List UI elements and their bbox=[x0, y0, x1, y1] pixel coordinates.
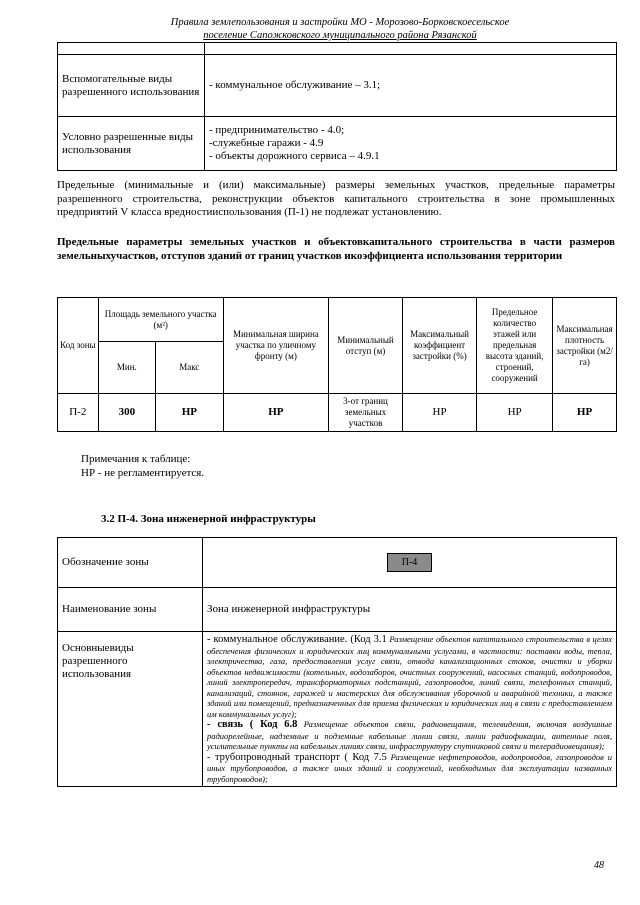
zone-designation-cell bbox=[203, 538, 617, 588]
row-floors: НР bbox=[477, 394, 553, 432]
conditional-usage-label: Условно разрешенные виды использования bbox=[58, 117, 205, 171]
page-number: 48 bbox=[594, 860, 604, 871]
usage-item bbox=[207, 634, 612, 719]
limit-parameters-table bbox=[57, 297, 617, 432]
row-area-max: НР bbox=[155, 394, 223, 432]
usage-head: - коммунальное обслуживание. (Код 3.1 bbox=[207, 634, 387, 645]
usage-types-table bbox=[57, 42, 617, 171]
row-min-width: НР bbox=[223, 394, 328, 432]
header-area-max: Макс bbox=[155, 342, 223, 394]
notes-title: Примечания к таблице: bbox=[81, 453, 191, 465]
empty-cell bbox=[205, 43, 617, 55]
usage-head: - связь ( Код 6.8 bbox=[207, 719, 298, 730]
zone-name-value: Зона инженерной инфраструктуры bbox=[203, 588, 617, 632]
usage-item bbox=[207, 752, 612, 785]
usage-desc: Размещение нефтепроводов, водопроводов, газопроводов и иных трубопроводов, а также иных зданий и сооружений, необходимых для эксплуатации названных трубопроводов); bbox=[207, 751, 612, 784]
paragraph-params-heading: Предельные параметры земельных участков и объектовкапитального строительства в части размеров земельныхучастков, отступов зданий от границ участков икоэффициента использования территории bbox=[57, 236, 615, 262]
conditional-usage-list bbox=[205, 117, 617, 171]
zone-name-label: Наименование зоны bbox=[58, 588, 203, 632]
usage-item bbox=[207, 719, 612, 752]
notes-nr: НР - не регламентируется. bbox=[81, 467, 205, 479]
usage-desc: Размещение объектов капитального строительства в целях обеспечения физических и юридических лиц коммунальными услугами, в частности: поставки воды, тепла, электричества, газа, предоставления услуг связи, отвода канализационных стоков, очистки и уборки объектов недвижимости (котельных, водозаборов, очистных сооружений, насосных станций, водопроводов, линий электропередач, трансформаторных подстанций, газопроводов, линий связи, телефонных станций, канализаций, стоянок, гаражей и мастерских для обслуживания уборочной и аварийной техники, а также зданий или помещений, предназначенных для приема физических и юридических лиц в связи с предоставлением им коммунальных услуг); bbox=[207, 634, 613, 719]
empty-cell bbox=[58, 43, 205, 55]
header-density: Максимальная плотность застройки (м2/га) bbox=[553, 298, 617, 394]
row-density: НР bbox=[553, 394, 617, 432]
header-min-width: Минимальная ширина участка по уличному фронту (м) bbox=[223, 298, 328, 394]
zone-table bbox=[57, 537, 617, 787]
main-usage-list bbox=[203, 632, 617, 787]
header-area: Площадь земельного участка (м²) bbox=[98, 298, 223, 342]
aux-usage-value: - коммунальное обслуживание – 3.1; bbox=[205, 55, 617, 117]
header-min-indent: Минимальный отступ (м) bbox=[329, 298, 403, 394]
header-floors: Предельное количество этажей или предельная высота зданий, строений, сооружений bbox=[477, 298, 553, 394]
conditional-usage-item: - предпринимательство - 4.0; bbox=[209, 124, 345, 136]
row-zone-code: П-2 bbox=[58, 394, 99, 432]
header-line-1: Правила землепользования и застройки МО - Морозово-Борковскоесельское bbox=[170, 17, 510, 28]
usage-desc: Размещение объектов связи, радиовещания, телевидения, включая воздушные радиорелейные, надземные и подземные кабельные линии связи, линии радиофикации, антенные поля, усилительные пункты на кабельных линиях связи, инфраструктуру спутниковой связи и телерадиовещания); bbox=[207, 719, 612, 751]
row-min-indent: 3-от границ земельных участков bbox=[329, 394, 403, 432]
conditional-usage-item: - объекты дорожного сервиса – 4.9.1 bbox=[209, 150, 380, 162]
aux-usage-label: Вспомогательные виды разрешенного использования bbox=[58, 55, 205, 117]
main-usage-label: Основныевиды разрешенного использования bbox=[58, 632, 203, 787]
zone-badge: П-4 bbox=[387, 553, 433, 572]
running-header bbox=[120, 16, 560, 42]
header-zone-code: Код зоны bbox=[58, 298, 99, 394]
header-line-2: поселение Сапожковского муниципального района Рязанской bbox=[203, 30, 477, 41]
section-title: 3.2 П-4. Зона инженерной инфраструктуры bbox=[101, 513, 316, 525]
table-notes bbox=[81, 452, 204, 480]
conditional-usage-item: -служебные гаражи - 4.9 bbox=[209, 137, 324, 149]
header-area-min: Мин. bbox=[98, 342, 155, 394]
row-max-coef: НР bbox=[403, 394, 477, 432]
zone-designation-label: Обозначение зоны bbox=[58, 538, 203, 588]
row-area-min: 300 bbox=[98, 394, 155, 432]
paragraph-limits-not-set: Предельные (минимальные и (или) максимальные) размеры земельных участков, предельные параметры разрешенного строительства, реконструкции объектов капитального строительства в зоне промышленных предприятий V класса вредностииспользования (П-1) не подлежат установлению. bbox=[57, 179, 615, 218]
usage-head: - трубопроводный транспорт ( Код 7.5 bbox=[207, 751, 387, 763]
header-max-coef: Максимальный коэффициент застройки (%) bbox=[403, 298, 477, 394]
